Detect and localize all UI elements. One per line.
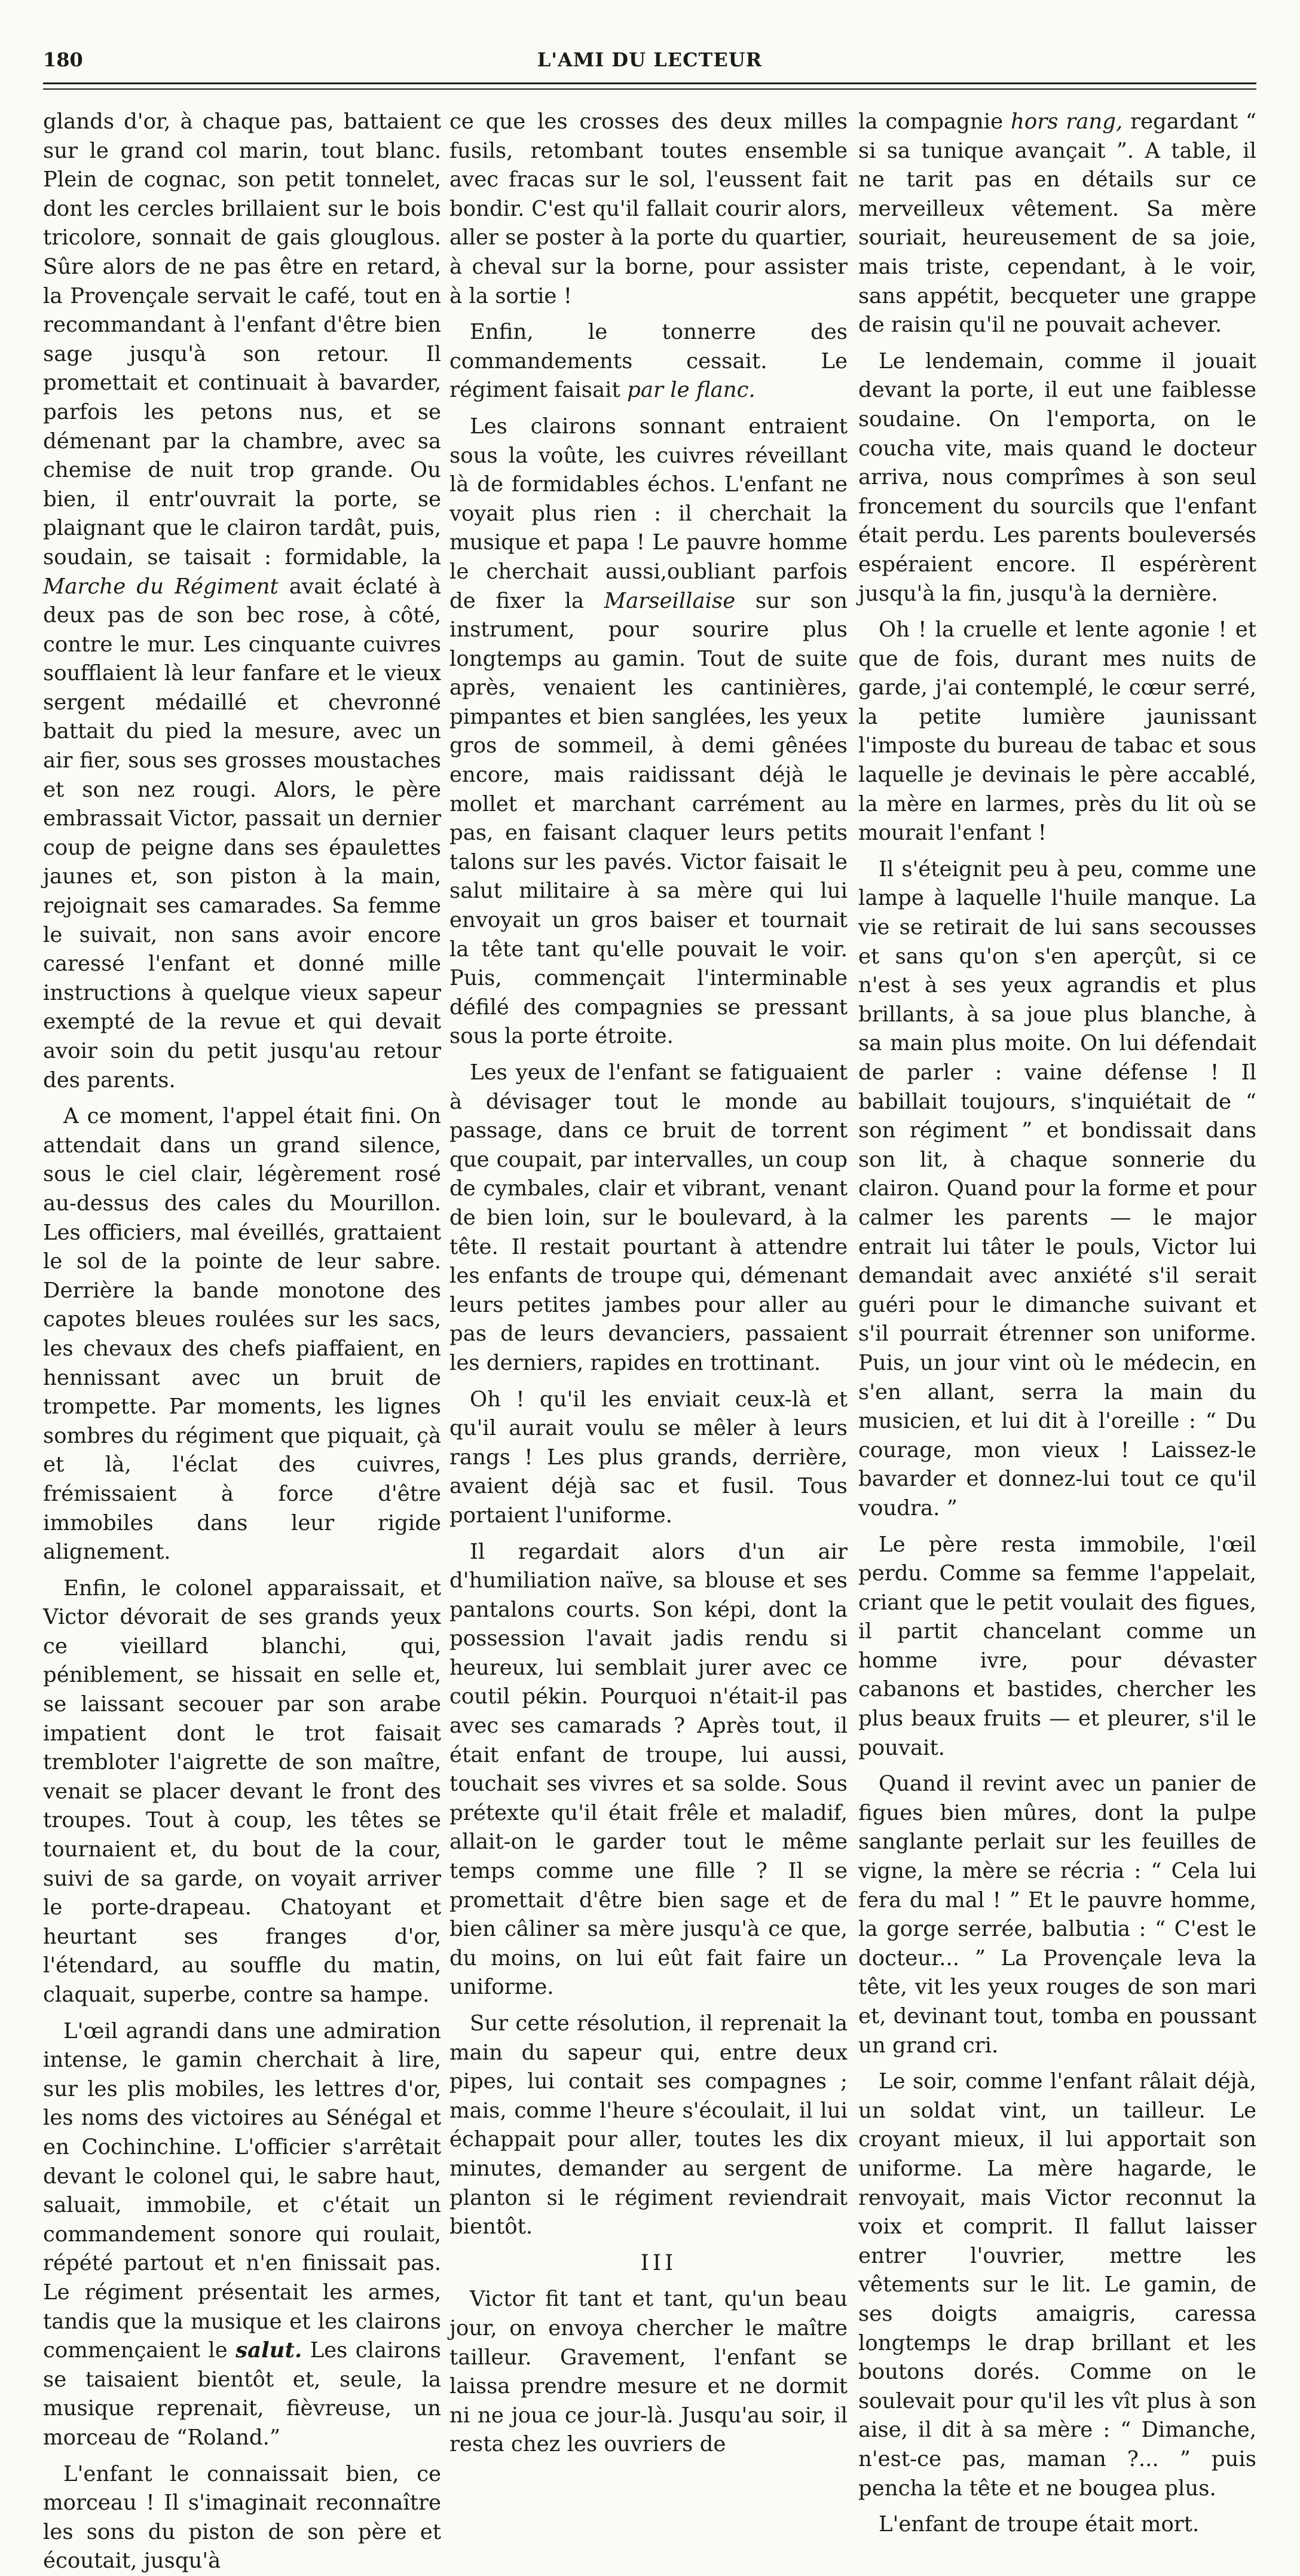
paragraph: Le père resta immobile, l'œil perdu. Comme sa femme l'appelait, criant que le petit voulait des figues, il partit chancelant comme un homme ivre, pour dévaster cabanons et bastides, chercher les plus beaux fruits — et pleurer, s'il le pouvait. xyxy=(858,1532,1256,1760)
paragraph: Quand il revint avec un panier de figues bien mûres, dont la pulpe sanglante perlait sur les feuilles de vigne, la mère se récria : “ Cela lui fera du mal ! ” Et le pauvre homme, la gorge serrée, balbutia : “ C'est le docteur... ” La Provençale leva la tête, vit les yeux rouges de son mari et, devinant tout, tomba en poussant un grand cri. xyxy=(858,1772,1256,2058)
paragraph: L'enfant le connaissait bien, ce morceau ! Il s'imaginait reconnaître les sons du piston de son père et écoutait, jusqu'à xyxy=(43,2461,441,2574)
header-rule-thin xyxy=(43,88,1256,90)
paragraph: A ce moment, l'appel était fini. On attendait dans un grand silence, sous le ciel clair, légèrement rosé au-dessus des cales du Mourillon. Les officiers, mal éveillés, grattaient le sol de la pointe de leur sabre. Derrière la bande monotone des capotes bleues roulées sur les sacs, les chevaux des chefs piaffaient, en hennissant avec un bruit de trompette. Par moments, les lignes sombres du régiment que piquait, çà et là, l'éclat des cuivres, frémissaient à force d'être immobiles dans leur rigide alignement. xyxy=(43,1104,441,1565)
italic-text: hors rang, xyxy=(1010,109,1123,134)
paragraph: ce que les crosses des deux milles fusils, retombant toutes ensemble avec fracas sur le sol, l'eussent fait bondir. C'est qu'il fallait courir alors, aller se poster à la porte du quartier, à cheval sur la borne, pour assister à la sortie ! xyxy=(449,109,848,308)
paragraph xyxy=(43,2017,441,2453)
paragraph: Les yeux de l'enfant se fatiguaient à dévisager tout le monde au passage, dans ce bruit de torrent que coupait, par intervalles, un coup de cymbales, clair et vibrant, venant de bien loin, sur le boulevard, à la tête. Il restait pourtant à attendre les enfants de troupe qui, démenant leurs petites jambes pour aller au pas de leurs devanciers, passaient les derniers, rapides en trottinant. xyxy=(449,1060,848,1375)
text-run: Les clairons se taisaient bientôt et, seule, la musique reprenait, fièvreuse, un morceau de “Roland.” xyxy=(43,2338,441,2450)
italic-text: par le flanc. xyxy=(627,378,755,403)
paragraph: Oh ! qu'il les enviait ceux-là et qu'il aurait voulu se mêler à leurs rangs ! Les plus grands, derrière, avaient déjà sac et fusil. Tous portaient l'uniforme. xyxy=(449,1387,848,1528)
paragraph xyxy=(858,108,1256,340)
paragraph: Sur cette résolution, il reprenait la main du sapeur qui, entre deux pipes, lui contait ses compagnes ; mais, comme l'heure s'écoulait, il lui échappait pour aller, toutes les dix minutes, demander au sergent de planton si le régiment reviendrait bientôt. xyxy=(449,2011,848,2240)
column-2 xyxy=(449,108,848,2457)
paragraph: Le soir, comme l'enfant râlait déjà, un soldat vint, un tailleur. Le croyant mieux, il lui apportait son uniforme. La mère hagarde, le renvoyait, mais Victor reconnut la voix et comprit. Il fallut laisser entrer l'ouvrier, mettre les vêtements sur le lit. Le gamin, de ses doigts amaigris, caressa longtemps le drap brillant et les boutons dorés. Comme on le soulevait pour qu'il les vît plus à son aise, il dit à sa mère : “ Dimanche, n'est-ce pas, maman ?... ” puis pencha la tête et ne bougea plus. xyxy=(858,2069,1256,2501)
paragraph: L'enfant de troupe était mort. xyxy=(879,2512,1200,2537)
text-run: Enfin, le tonnerre des commandements cessait. Le régiment faisait xyxy=(449,320,848,403)
text-run: sur son instrument, pour sourire plus longtemps au gamin. Tout de suite après, venaient les cantinières, pimpantes et bien sanglées, les yeux gros de sommeil, à demi gênées encore, mais raidissant déjà le mollet et marchant carrément au pas, en faisant claquer leurs petits talons sur les pavés. Victor faisait le salut militaire à sa mère qui lui envoyait un gros baiser et tournait la tête tant qu'elle pouvait le voir. Puis, commençait l'interminable défilé des compagnies se pressant sous la porte étroite. xyxy=(449,588,848,1049)
paragraph: Il s'éteignit peu à peu, comme une lampe à laquelle l'huile manque. La vie se retirait de lui sans secousses et sans qu'on s'en aperçût, si ce n'est à ses yeux agrandis et plus brillants, à sa joue plus blanche, à sa main plus moite. On lui défendait de parler : vaine défense ! Il babillait toujours, s'inquiétait de “ son régiment ” et bondissait dans son lit, à chaque sonnerie du clairon. Quand pour la forme et pour calmer les parents — le major entrait lui tâter le pouls, Victor lui demandait avec anxiété s'il serait guéri pour le dimanche suivant et s'il pourrait étrenner son uniforme. Puis, un jour vint où le médecin, en s'en allant, serra la main du musicien, et lui dit à l'oreille : “ Du courage, mon vieux ! Laissez-le bavarder et donnez-lui tout ce qu'il voudra. ” xyxy=(858,856,1256,1520)
paragraph: Oh ! la cruelle et lente agonie ! et que de fois, durant mes nuits de garde, j'ai contemplé, le cœur serré, la petite lumière jaunissant l'imposte du bureau de tabac et sous laquelle je devinais le père accablé, la mère en larmes, près du lit où se mourait l'enfant ! xyxy=(858,617,1256,846)
section-number: III xyxy=(640,2250,677,2275)
italic-text: Marseillaise xyxy=(604,588,736,613)
paragraph: Victor fit tant et tant, qu'un beau jour, on envoya chercher le maître tailleur. Gravement, l'enfant se laissa prendre mesure et ne dormit ni ne joua ce jour-là. Jusqu'au soir, il resta chez les ouvriers de xyxy=(449,2287,848,2457)
text-run: glands d'or, à chaque pas, battaient sur le grand col marin, tout blanc. Plein de cognac, son petit tonnelet, dont les cercles brillaient sur le bois tricolore, sonnait de gais glouglous. Sûre alors de ne pas être en retard, la Provençale servait le café, tout en recommandant à l'enfant d'être bien sage jusqu'à son retour. Il promettait et continuait à bavarder, parfois les petons nus, et se démenant par la chambre, avec sa chemise de nuit trop grande. Ou bien, il entr'ouvrait la porte, se plaignant que le clairon tardât, puis, soudain, se taisait : formidable, la xyxy=(43,109,441,570)
paragraph: Enfin, le colonel apparaissait, et Victor dévorait de ses grands yeux ce vieillard blanchi, qui, péniblement, se hissait en selle et, se laissant secouer par son arabe impatient dont le trot faisait trembloter l'aigrette de son maître, venait se placer devant le front des troupes. Tout à coup, les têtes se tournaient et, du bout de la cour, suivi de sa garde, on voyait arriver le porte-drapeau. Chatoyant et heurtant ses franges d'or, l'étendard, au souffle du matin, claquait, superbe, contre sa hampe. xyxy=(43,1575,441,2007)
header-rule-thick xyxy=(43,82,1256,84)
italic-text: Marche du Régiment xyxy=(43,574,279,599)
running-title: L'AMI DU LECTEUR xyxy=(537,48,763,71)
paragraph: Le lendemain, comme il jouait devant la porte, il eut une faiblesse soudaine. On l'emporta, on le coucha vite, mais quand le docteur arriva, nous comprîmes à son seul froncement du sourcils que l'enfant était perdu. Les parents bouleversés espéraient encore. Il espérèrent jusqu'à la fin, jusqu'à la dernière. xyxy=(858,348,1256,606)
running-header xyxy=(43,42,1256,78)
text-run: L'œil agrandi dans une admiration intense, le gamin cherchait à lire, sur les plis mobiles, les lettres d'or, les noms des victoires au Sénégal et en Cochinchine. L'officier s'arrêtait devant le colonel qui, le sabre haut, saluait, immobile, et c'était un commandement sonore qui roulait, répété partout et n'en finissait pas. Le régiment présentait les armes, tandis que la musique et les clairons commençaient le xyxy=(43,2018,441,2363)
page-number: 180 xyxy=(43,48,83,71)
text-run: Les clairons sonnant entraient sous la voûte, les cuivres réveillant là de formidables échos. L'enfant ne voyait plus rien : il cherchait la musique et papa ! Le pauvre homme le cherchait aussi,oubliant parfois de fixer la xyxy=(449,414,848,613)
text-run: avait éclaté à deux pas de son bec rose, à côté, contre le mur. Les cinquante cuivres soufflaient là leur fanfare et le vieux sergent médaillé et chevronné battait du pied la mesure, avec un air fier, sous ses grosses moustaches et son nez rougi. Alors, le père embrassait Victor, passait un dernier coup de peigne dans ses épaulettes jaunes et, son piston à la main, rejoignait ses camarades. Sa femme le suivait, non sans avoir encore caressé l'enfant et donné mille instructions à quelque vieux sapeur exempté de la revue et qui devait avoir soin du petit jusqu'au retour des parents. xyxy=(43,574,442,1093)
paragraph: Il regardait alors d'un air d'humiliation naïve, sa blouse et ses pantalons courts. Son képi, dont la possession l'avait jadis rendu si heureux, lui semblait jurer avec ce coutil pékin. Pourquoi n'était-il pas avec ses camarads ? Après tout, il était enfant de troupe, lui aussi, touchait ses vivres et sa solde. Sous prétexte qu'il était frêle et maladif, allait-on le garder tout le même temps comme une fille ? Il se promettait d'être bien sage et de bien câliner sa mère jusqu'à ce que, du moins, on lui eût fait faire un uniforme. xyxy=(449,1539,848,2000)
paragraph xyxy=(43,108,441,1095)
paragraph xyxy=(449,412,848,1051)
paragraph xyxy=(449,318,848,405)
column-1 xyxy=(43,108,442,2574)
italic-text: salut. xyxy=(235,2338,302,2363)
text-run: la compagnie xyxy=(858,109,1011,134)
column-3 xyxy=(858,108,1256,2537)
text-run: regardant “ si sa tunique avançait ”. A table, il ne tarit pas en détails sur ce merveilleux vêtement. Sa mère souriait, heureusement de sa joie, mais triste, cependant, à le voir, sans appétit, becqueter une grappe de raisin qu'il ne pouvait achever. xyxy=(858,109,1256,338)
